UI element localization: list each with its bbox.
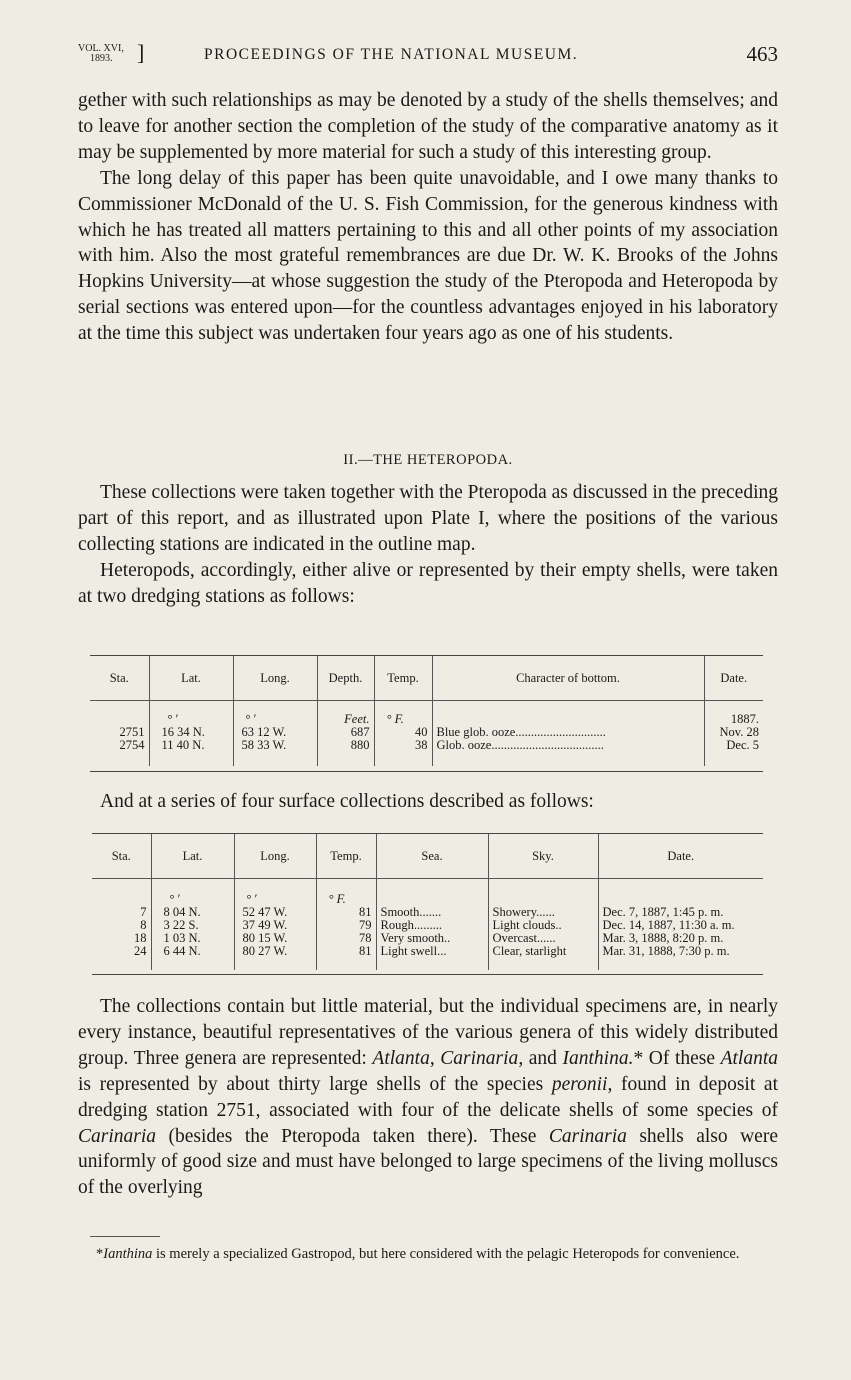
cell-date: Dec. 7, 1887, 1:45 p. m.: [598, 906, 763, 919]
cell-long: 37 49 W.: [234, 919, 316, 932]
table-header-row: [90, 656, 763, 701]
cell-temp: 81: [316, 906, 376, 919]
header-bracket: ]: [137, 40, 146, 65]
cell-temp: 81: [316, 945, 376, 970]
col-header-sta: Sta.: [90, 656, 149, 701]
unit-temp: ° F.: [316, 879, 376, 907]
genus-ianthina: Ianthina.: [562, 1047, 634, 1069]
cell-long: 63 12 W.: [233, 726, 317, 739]
text-block-intro: [78, 480, 778, 610]
cell-sea: Light swell...: [376, 945, 488, 970]
cell-temp: 38: [374, 739, 432, 766]
genus-carinaria-3: Carinaria: [548, 1125, 627, 1147]
p6-text-d: * Of these: [633, 1047, 721, 1069]
cell-date: Dec. 14, 1887, 11:30 a. m.: [598, 919, 763, 932]
col-header-sta: Sta.: [92, 834, 151, 879]
col-header-date: Date.: [598, 834, 763, 879]
text-block-top: [78, 88, 778, 347]
cell-depth: 880: [317, 739, 374, 766]
table-row: [90, 739, 763, 766]
p6-text-b: ,: [429, 1047, 441, 1069]
p6-text-a: The collections contain but little material, but the individual specimens are, in nearly every instance, beautiful representatives of the various genera of this widely distributed group. Three genera are represented:: [78, 996, 778, 1069]
units-row: [92, 879, 763, 907]
species-peronii: peronii: [551, 1073, 608, 1095]
cell-lat: 1 03 N.: [151, 932, 234, 945]
footnote-rule: [90, 1236, 160, 1237]
cell-bottom: Glob. ooze....................................: [432, 739, 704, 766]
paragraph-2: The long delay of this paper has been quite unavoidable, and I owe many thanks to Commissioner McDonald of the U. S. Fish Commission, for the generous kindness with which he has treated all matters pertaining to this and all other points of my association with him. Also the most grateful remembrances are due Dr. W. K. Brooks of the Johns Hopkins University—at whose suggestion the study of the Pteropoda and Heteropoda by serial sections was entered upon—for the countless advantages enjoyed in his laboratory at the time this subject was undertaken four years ago as one of his students.: [78, 167, 778, 345]
col-header-lat: Lat.: [151, 834, 234, 879]
footnote-genus: Ianthina: [103, 1246, 153, 1262]
footnote-marker: *: [96, 1246, 104, 1262]
unit-date: 1887.: [704, 701, 763, 727]
col-header-long: Long.: [234, 834, 316, 879]
section-heading: II.—THE HETEROPODA.: [343, 452, 513, 468]
col-header-temp: Temp.: [374, 656, 432, 701]
cell-long: 80 27 W.: [234, 945, 316, 970]
cell-date: Nov. 28: [704, 726, 763, 739]
dredging-stations-table: [90, 656, 763, 766]
cell-bottom: Blue glob. ooze.............................: [432, 726, 704, 739]
cell-sta: 2754: [119, 738, 145, 752]
cell-date: Mar. 31, 1888, 7:30 p. m.: [598, 945, 763, 970]
unit-temp: ° F.: [374, 701, 432, 727]
page-number: 463: [746, 42, 778, 66]
cell-temp: 78: [316, 932, 376, 945]
genus-atlanta-2: Atlanta: [720, 1047, 779, 1069]
footnote-body: is merely a specialized Gastropod, but here considered with the pelagic Heteropods for convenience.: [152, 1246, 740, 1262]
footnote: [78, 1244, 778, 1264]
cell-long: 52 47 W.: [234, 906, 316, 919]
unit-lat: ° ′: [149, 701, 233, 727]
running-header: [78, 40, 778, 76]
cell-long: 80 15 W.: [234, 932, 316, 945]
unit-long: ° ′: [233, 701, 317, 727]
p6-text-e: is represented by about thirty large shells of the species: [78, 1073, 552, 1095]
col-header-lat: Lat.: [149, 656, 233, 701]
cell-lat: 16 34 N.: [149, 726, 233, 739]
cell-lat: 8 04 N.: [151, 906, 234, 919]
p6-text-c: , and: [518, 1047, 563, 1069]
paragraph-6: [78, 994, 778, 1201]
cell-lat: 6 44 N.: [151, 945, 234, 970]
col-header-sky: Sky.: [488, 834, 598, 879]
cell-lat: 3 22 S.: [151, 919, 234, 932]
p6-text-g: (besides the Pteropoda taken there). These: [156, 1125, 549, 1147]
volume-label: [78, 44, 124, 64]
cell-sky: Clear, starlight: [488, 945, 598, 970]
table-header-row: [92, 834, 763, 879]
cell-sea: Smooth.......: [376, 906, 488, 919]
paragraph-3: These collections were taken together with the Pteropoda as discussed in the preceding part of this report, and as illustrated upon Plate I, where the positions of the various collecting stations are indicated in the outline map.: [78, 482, 778, 555]
cell-lat: 11 40 N.: [149, 739, 233, 766]
surface-collections-table: [92, 834, 763, 970]
cell-sta: 18: [134, 931, 147, 945]
col-header-date: Date.: [704, 656, 763, 701]
col-header-temp: Temp.: [316, 834, 376, 879]
table-row: [92, 945, 763, 970]
paragraph-1: gether with such relationships as may be denoted by a study of the shells themselves; and to leave for another section the completion of the study of the comparative anatomy as it may be supplemented by more material for such a study of this interesting group.: [78, 90, 778, 163]
col-header-bottom: Character of bottom.: [432, 656, 704, 701]
cell-sta: 7: [140, 905, 147, 919]
cell-date: Mar. 3, 1888, 8:20 p. m.: [598, 932, 763, 945]
text-block-surface: [78, 789, 778, 815]
paragraph-4: Heteropods, accordingly, either alive or represented by their empty shells, were taken at two dredging stations as follows:: [78, 559, 778, 607]
text-block-collections: [78, 994, 778, 1201]
cell-temp: 79: [316, 919, 376, 932]
genus-carinaria-2: Carinaria: [78, 1125, 157, 1147]
journal-title: PROCEEDINGS OF THE NATIONAL MUSEUM.: [204, 46, 579, 63]
footnote-text: [78, 1244, 778, 1264]
cell-sky: Light clouds..: [488, 919, 598, 932]
year-text: 1893.: [90, 53, 113, 64]
cell-sea: Rough.........: [376, 919, 488, 932]
col-header-sea: Sea.: [376, 834, 488, 879]
volume-text: VOL. XVI,: [78, 43, 124, 54]
cell-depth: 687: [317, 726, 374, 739]
unit-long: ° ′: [234, 879, 316, 907]
cell-sta: 24: [134, 944, 147, 958]
cell-sky: Overcast......: [488, 932, 598, 945]
cell-sea: Very smooth..: [376, 932, 488, 945]
unit-depth: Feet.: [317, 701, 374, 727]
cell-sky: Showery......: [488, 906, 598, 919]
p6-text-h: shells also were uniformly of good size and must have belonged to large specimens of the living molluscs of the overlying: [78, 1125, 778, 1199]
cell-sta: 8: [140, 918, 147, 932]
col-header-long: Long.: [233, 656, 317, 701]
genus-carinaria: Carinaria: [440, 1047, 519, 1069]
col-header-depth: Depth.: [317, 656, 374, 701]
p6-text-f: , found in deposit at dredging station 2751, associated with four of the delicate shells of some species of: [78, 1073, 778, 1121]
cell-temp: 40: [374, 726, 432, 739]
cell-long: 58 33 W.: [233, 739, 317, 766]
units-row: [90, 701, 763, 727]
paragraph-5: And at a series of four surface collections described as follows:: [100, 791, 594, 812]
cell-sta: 2751: [119, 725, 145, 739]
cell-date: Dec. 5: [704, 739, 763, 766]
genus-atlanta: Atlanta: [372, 1047, 430, 1069]
unit-lat: ° ′: [151, 879, 234, 907]
